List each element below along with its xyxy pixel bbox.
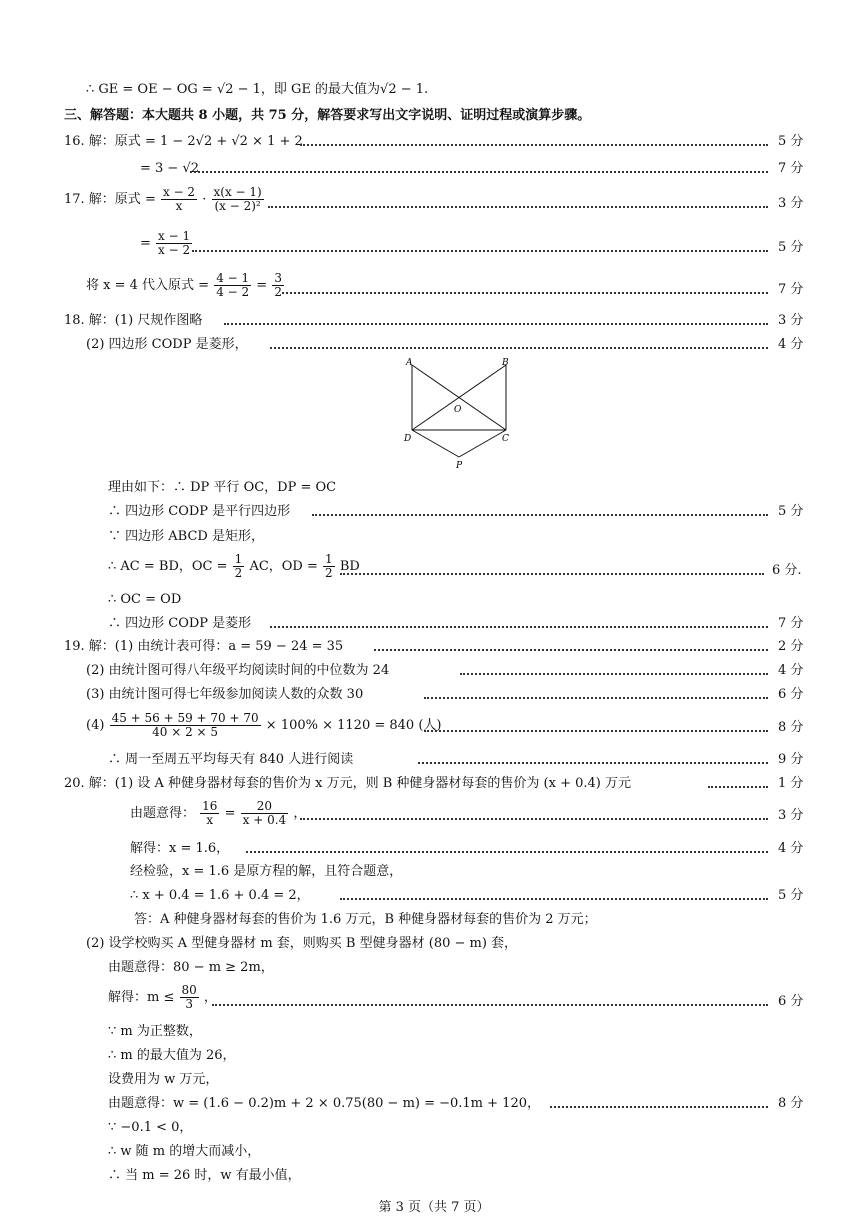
leader-dots [424, 730, 768, 732]
score: 2 分 [778, 639, 804, 654]
score: 3 分 [778, 313, 804, 328]
denominator: 2 [234, 566, 243, 580]
numerator: 80 [181, 983, 197, 997]
leader-dots [300, 818, 768, 820]
q20-part2-line-1: (2) 设学校购买 A 型健身器材 m 套，则购买 B 型健身器材 (80 − m) 套， [86, 936, 518, 951]
q20-line-4: 经检验，x = 1.6 是原方程的解，且符合题意， [130, 864, 403, 879]
numerator: 3 [274, 271, 282, 285]
fraction [272, 272, 284, 299]
score: 8 分 [778, 720, 804, 735]
q16-line-1: 16. 解：原式 = 1 − 2√2 + √2 × 1 + 2 [64, 134, 303, 149]
denominator: 4 − 2 [216, 285, 250, 299]
fraction [180, 984, 199, 1011]
substitution-text: 将 x = 4 代入原式 = [86, 278, 210, 293]
denominator: 2 [325, 566, 333, 580]
q16-line-2: = 3 − √2 [140, 161, 200, 176]
score: 6 分 [778, 687, 804, 702]
score: 1 分 [778, 776, 804, 791]
q19-line-4 [86, 712, 441, 739]
leader-dots [708, 786, 768, 788]
q20-line-2 [130, 800, 306, 827]
fraction [233, 553, 245, 580]
leader-dots [460, 673, 768, 675]
q20-part2-line-3 [108, 984, 217, 1011]
label-a: A [406, 358, 413, 368]
fraction [214, 272, 251, 299]
label-c: C [502, 434, 509, 444]
score: 4 分 [778, 663, 804, 678]
score: 4 分 [778, 841, 804, 856]
score: 5 分 [778, 240, 804, 255]
denominator: (x − 2)² [214, 199, 261, 213]
score: 7 分 [778, 282, 804, 297]
q19-line-5: ∴ 周一至周五平均每天有 840 人进行阅读 [108, 752, 354, 767]
q20-part2-line-4: ∵ m 为正整数， [108, 1024, 202, 1039]
leader-dots [212, 1004, 768, 1006]
leader-dots [300, 144, 768, 146]
score: 5 分 [778, 504, 804, 519]
fraction [110, 712, 261, 739]
q18-line-1: 18. 解：(1) 尺规作图略 [64, 313, 203, 328]
numerator: 1 [325, 552, 333, 566]
denominator: 2 [274, 285, 282, 299]
fraction [200, 800, 219, 827]
q18-line-5: ∵ 四边形 ABCD 是矩形， [108, 529, 264, 544]
numerator: x − 1 [158, 229, 191, 243]
q19-line-1: 19. 解：(1) 由统计表可得：a = 59 − 24 = 35 [64, 639, 344, 654]
numerator: 20 [241, 800, 289, 814]
numerator: 1 [234, 552, 243, 566]
text: 由题意得： [130, 806, 196, 821]
score: 9 分 [778, 752, 804, 767]
fraction [212, 186, 264, 213]
leader-dots [550, 1106, 768, 1108]
leader-dots [270, 347, 768, 349]
numerator: 45 + 56 + 59 + 70 + 70 [111, 711, 259, 725]
text: ∴ AC = BD，OC = [108, 559, 228, 574]
text-line: ∴ GE = OE − OG = √2 − 1，即 GE 的最大值为√2 − 1. [86, 82, 429, 97]
dot-operator: · [202, 192, 207, 207]
q17-prefix: 17. 解：原式 = [64, 192, 156, 207]
leader-dots [340, 898, 768, 900]
leader-dots [268, 206, 768, 208]
fraction [156, 230, 192, 257]
leader-dots [282, 292, 768, 294]
score: 8 分 [778, 1096, 804, 1111]
numerator: x − 2 [162, 185, 196, 199]
fraction [241, 800, 289, 827]
label-p: P [456, 461, 463, 471]
fraction [161, 186, 197, 213]
text: AC，OD = [249, 559, 318, 574]
text: 解得：m ≤ [108, 990, 175, 1005]
score: 3 分 [778, 808, 804, 823]
section-heading: 三、解答题：本大题共 8 小题，共 75 分，解答要求写出文字说明、证明过程或演算步骤。 [64, 108, 591, 123]
score: 4 分 [778, 337, 804, 352]
text: ， [203, 990, 217, 1005]
segment-dp [412, 430, 459, 457]
part-label: (4) [86, 718, 105, 733]
leader-dots [224, 323, 768, 325]
denominator: 3 [185, 997, 193, 1011]
score: 5 分 [778, 134, 804, 149]
label-o: O [454, 405, 462, 415]
denominator: x + 0.4 [242, 813, 287, 827]
q20-answer: 答：A 种健身器材每套的售价为 1.6 万元，B 种健身器材每套的售价为 2 万元； [134, 912, 597, 927]
score: 6 分. [772, 563, 802, 578]
q20-part2-line-10: ∴ 当 m = 26 时，w 有最小值， [108, 1168, 301, 1183]
leader-dots [190, 171, 768, 173]
segment-cp [459, 430, 506, 457]
text: BD [339, 559, 360, 574]
q20-line-5: ∴ x + 0.4 = 1.6 + 0.4 = 2， [130, 888, 310, 903]
text: ， [293, 806, 307, 821]
q20-part2-line-6: 设费用为 w 万元， [108, 1072, 219, 1087]
rectangle-rhombus-figure [398, 355, 520, 471]
leader-dots [192, 250, 768, 252]
q18-line-6 [108, 553, 360, 580]
denominator: x [175, 199, 183, 213]
leader-dots [340, 573, 764, 575]
text: × 100% × 1120 = 840 (人) [265, 718, 442, 733]
label-d: D [404, 434, 412, 444]
equals: = [140, 236, 151, 251]
label-b: B [502, 358, 509, 368]
score: 6 分 [778, 994, 804, 1009]
q20-part2-line-8: ∵ −0.1 < 0， [108, 1120, 193, 1135]
q17-line-2 [140, 230, 193, 257]
leader-dots [246, 851, 768, 853]
leader-dots [374, 649, 768, 651]
equals: = [256, 278, 268, 293]
q20-part2-line-9: ∴ w 随 m 的增大而减小， [108, 1144, 261, 1159]
q17-line-3 [86, 272, 285, 299]
q20-line-1: 20. 解：(1) 设 A 种健身器材每套的售价为 x 万元，则 B 种健身器材每套的售价为 (x + 0.4) 万元 [64, 776, 631, 791]
q18-line-4: ∴ 四边形 CODP 是平行四边形 [108, 504, 291, 519]
leader-dots [270, 626, 768, 628]
q19-line-2: (2) 由统计图可得八年级平均阅读时间的中位数为 24 [86, 663, 390, 678]
page-footer: 第 3 页（共 7 页） [378, 1200, 490, 1215]
denominator: x [206, 813, 214, 827]
q19-line-3: (3) 由统计图可得七年级参加阅读人数的众数 30 [86, 687, 364, 702]
q18-reason: 理由如下：∴ DP 平行 OC，DP = OC [108, 480, 337, 495]
denominator: x − 2 [158, 243, 191, 257]
score: 5 分 [778, 888, 804, 903]
q18-line-2: (2) 四边形 CODP 是菱形， [86, 337, 248, 352]
q17-line-1 [64, 186, 265, 213]
score: 7 分 [778, 161, 804, 176]
denominator: 40 × 2 × 5 [152, 725, 219, 739]
numerator: 16 [202, 799, 218, 813]
q18-line-7: ∴ OC = OD [108, 592, 182, 607]
q20-line-3: 解得：x = 1.6， [130, 841, 230, 856]
numerator: 4 − 1 [216, 271, 250, 285]
score: 7 分 [778, 616, 804, 631]
score: 3 分 [778, 196, 804, 211]
numerator: x(x − 1) [213, 185, 262, 199]
q18-line-8: ∴ 四边形 CODP 是菱形 [108, 616, 252, 631]
leader-dots [418, 762, 768, 764]
fraction [323, 553, 335, 580]
q20-part2-line-5: ∴ m 的最大值为 26， [108, 1048, 236, 1063]
equals: = [224, 806, 236, 821]
leader-dots [312, 514, 768, 516]
q20-part2-line-2: 由题意得：80 − m ≥ 2m， [108, 960, 274, 975]
q20-part2-line-7: 由题意得：w = (1.6 − 0.2)m + 2 × 0.75(80 − m) = −0.1m + 120， [108, 1096, 540, 1111]
leader-dots [424, 697, 768, 699]
